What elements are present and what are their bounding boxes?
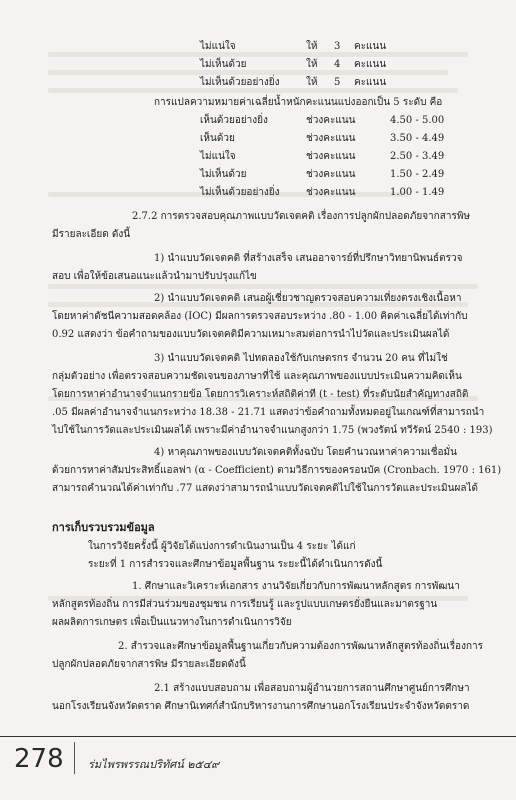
document-page: ไม่แน่ใจ ให้ 3 คะแนน ไม่เห็นด้วย ให้ 4 คะแนน ไม่เห็นด้วยอย่างยิ่ง ให้ 5 คะแนน การแปลความหมายค่าเฉลี่ยน้ำหนักคะแนนแบ่งออกเป็น 5 ระดับ คือ เห็นด้วยอย่างยิ่ง ช่วงคะแนน 4.50 - 5.00 เห็นด้วย ช่วงคะแนน 3.50 - 4.49 ไม่แน่ใจ ช่วงคะแนน 2.50 - 3.49 ไม่เห็นด้วย ช่วงคะแนน 1.50 - 2.49 ไม่เห็นด้วยอย่างยิ่ง ช่วงคะแนน 1.00 - 1.49 2.7.2 การตรวจสอบคุณภาพแบบวัดเจตคติ เรื่องการปลูกผักปลอดภัยจากสารพิษ มีรายละเอียด ดังนี้ 1) นำแบบวัดเจตคติ ที่สร้างเสร็จ เสนออาจารย์ที่ปรึกษาวิทยานิพนธ์ตรวจ สอบ เพื่อให้ข้อเสนอแนะแล้วนำมาปรับปรุงแก้ไข 2) นำแบบวัดเจตคติ เสนอผู้เชี่ยวชาญตรวจสอบความเที่ยงตรงเชิงเนื้อหา โดยหาค่าดัชนีความสอดคล้อง (IOC) มีผลการตรวจสอบระหว่าง .80 - 1.00 คิดค่าเฉลี่ยได้เท่ากับ 0.92 แสดงว่า ข้อคำถามของแบบวัดเจตคติมีความเหมาะสมต่อการนำไปวัดและประเมินผลได้ 3) นำแบบวัดเจตคติ ไปทดลองใช้กับเกษตรกร จำนวน 20 คน ที่ไม่ใช่ กลุ่มตัวอย่าง เพื่อตรวจสอบความชัดเจนของภาษาที่ใช้ และคุณภาพของแบบประเมินความคิดเห็น โดยการหาค่าอำนาจจำแนกรายข้อ โดยการวิเคราะห์สถิติค่าที (t - test) ที่ระดับนัยสำคัญทางสถิติ .05 มีผลค่าอำนาจจำแนกระหว่าง 18.38 - 21.71 แสดงว่าข้อคำถามทั้งหมดอยู่ในเกณฑ์ที่สามารถนำ ไปใช้ในการวัดและประเมินผลได้ เพราะมีค่าอำนาจจำแนกสูงกว่า 1.75 (พวงรัตน์ ทวีรัตน์ 2540 : 193) 4) หาคุณภาพของแบบวัดเจตคติทั้งฉบับ โดยคำนวณหาค่าความเชื่อมั่น ด้วยการหาค่าสัมประสิทธิ์แอลฟา (α - Coefficient) ตามวิธีการของครอนบัค (Cronbach. 1970 : 161) สามารถคำนวณได้ค่าเท่ากับ .77 แสดงว่าสามารถนำแบบวัดเจตคติไปใช้ในการวัดและประเมินผลได้ การเก็บรวบรวมข้อมูล ในการวิจัยครั้งนี้ ผู้วิจัยได้แบ่งการดำเนินงานเป็น 4 ระยะ ได้แก่ ระยะที่ 1 การสำรวจและศึกษาข้อมูลพื้นฐาน ระยะนี้ได้ดำเนินการดังนี้ 1. ศึกษาและวิเคราะห์เอกสาร งานวิจัยเกี่ยวกับการพัฒนาหลักสูตร การพัฒนา หลักสูตรท้องถิ่น การมีส่วนร่วมของชุมชน การเรียนรู้ และรูปแบบเกษตรยั่งยืนและมาตรฐาน ผลผลิตการเกษตร เพื่อเป็นแนวทางในการดำเนินการวิจัย 2. สำรวจและศึกษาข้อมูลพื้นฐานเกี่ยวกับความต้องการพัฒนาหลักสูตรท้องถิ่นเรื่องการ ปลูกผักปลอดภัยจากสารพิษ มีรายละเอียดดังนี้ 2.1 สร้างแบบสอบถาม เพื่อสอบถามผู้อำนวยการสถานศึกษาศูนย์การศึกษา นอกโรงเรียนจังหวัดตราด ศึกษานิเทศก์สำนักบริหารงานการศึกษานอกโรงเรียนประจำจังหวัดตราด 278 ร่มไพรพรรณปริทัศน์ ๒๕๔๙ <box>0 0 516 800</box>
section-heading: การเก็บรวบรวมข้อมูล <box>52 521 155 534</box>
paragraph-272-line: มีรายละเอียด ดังนี้ <box>52 229 131 240</box>
item-3-line: .05 มีผลค่าอำนาจจำแนกระหว่าง 18.38 - 21.71 แสดงว่าข้อคำถามทั้งหมดอยู่ในเกณฑ์ที่สามารถนำ <box>52 407 485 418</box>
paragraph-272-line: 2.7.2 การตรวจสอบคุณภาพแบบวัดเจตคติ เรื่องการปลูกผักปลอดภัยจากสารพิษ <box>132 211 471 222</box>
item-4-line: สามารถคำนวณได้ค่าเท่ากับ .77 แสดงว่าสามารถนำแบบวัดเจตคติไปใช้ในการวัดและประเมินผลได้ <box>52 483 478 494</box>
section-intro: ในการวิจัยครั้งนี้ ผู้วิจัยได้แบ่งการดำเนินงานเป็น 4 ระยะ ได้แก่ <box>88 541 356 552</box>
bleed-through-line <box>48 284 478 289</box>
item-4-line: 4) หาคุณภาพของแบบวัดเจตคติทั้งฉบับ โดยคำนวณหาค่าความเชื่อมั่น <box>154 447 457 458</box>
phase-1-item-2-line: ปลูกผักปลอดภัยจากสารพิษ มีรายละเอียดดังนี้ <box>52 659 246 670</box>
phase-1-item-2-line: 2. สำรวจและศึกษาข้อมูลพื้นฐานเกี่ยวกับความต้องการพัฒนาหลักสูตรท้องถิ่นเรื่องการ <box>118 641 483 652</box>
item-1-line: 1) นำแบบวัดเจตคติ ที่สร้างเสร็จ เสนออาจารย์ที่ปรึกษาวิทยานิพนธ์ตรวจ <box>154 253 463 264</box>
item-3-line: กลุ่มตัวอย่าง เพื่อตรวจสอบความชัดเจนของภาษาที่ใช้ และคุณภาพของแบบประเมินความคิดเห็น <box>52 371 462 382</box>
phase-1-item-21-line: 2.1 สร้างแบบสอบถาม เพื่อสอบถามผู้อำนวยการสถานศึกษาศูนย์การศึกษา <box>154 683 470 694</box>
item-3-line: โดยการหาค่าอำนาจจำแนกรายข้อ โดยการวิเคราะห์สถิติค่าที (t - test) ที่ระดับนัยสำคัญทางสถิติ <box>52 389 469 400</box>
phase-1-item-1-line: หลักสูตรท้องถิ่น การมีส่วนร่วมของชุมชน การเรียนรู้ และรูปแบบเกษตรยั่งยืนและมาตรฐาน <box>52 599 438 610</box>
item-4-line: ด้วยการหาค่าสัมประสิทธิ์แอลฟา (α - Coefficient) ตามวิธีการของครอนบัค (Cronbach. 1970 : 161) <box>52 465 502 476</box>
item-2-line: โดยหาค่าดัชนีความสอดคล้อง (IOC) มีผลการตรวจสอบระหว่าง .80 - 1.00 คิดค่าเฉลี่ยได้เท่ากับ <box>52 311 468 322</box>
interpretation-intro: การแปลความหมายค่าเฉลี่ยน้ำหนักคะแนนแบ่งออกเป็น 5 ระดับ คือ <box>154 97 443 108</box>
item-3-line: 3) นำแบบวัดเจตคติ ไปทดลองใช้กับเกษตรกร จำนวน 20 คน ที่ไม่ใช่ <box>154 353 448 364</box>
bleed-through-line <box>48 52 468 57</box>
item-1-line: สอบ เพื่อให้ข้อเสนอแนะแล้วนำมาปรับปรุงแก้ไข <box>52 271 257 282</box>
footer-separator <box>74 742 75 774</box>
item-2-line: 0.92 แสดงว่า ข้อคำถามของแบบวัดเจตคติมีความเหมาะสมต่อการนำไปวัดและประเมินผลได้ <box>52 329 450 340</box>
bleed-through-line <box>48 70 448 75</box>
item-3-line: ไปใช้ในการวัดและประเมินผลได้ เพราะมีค่าอำนาจจำแนกสูงกว่า 1.75 (พวงรัตน์ ทวีรัตน์ 2540 : 193) <box>52 425 493 436</box>
phase-1-title: ระยะที่ 1 การสำรวจและศึกษาข้อมูลพื้นฐาน ระยะนี้ได้ดำเนินการดังนี้ <box>88 559 383 570</box>
footer-divider <box>0 736 516 737</box>
phase-1-item-1-line: ผลผลิตการเกษตร เพื่อเป็นแนวทางในการดำเนินการวิจัย <box>52 617 292 628</box>
journal-title: ร่มไพรพรรณปริทัศน์ ๒๕๔๙ <box>88 758 220 771</box>
phase-1-item-1-line: 1. ศึกษาและวิเคราะห์เอกสาร งานวิจัยเกี่ยวกับการพัฒนาหลักสูตร การพัฒนา <box>132 581 460 592</box>
item-2-line: 2) นำแบบวัดเจตคติ เสนอผู้เชี่ยวชาญตรวจสอบความเที่ยงตรงเชิงเนื้อหา <box>154 293 462 304</box>
page-number: 278 <box>14 744 64 774</box>
phase-1-item-21-line: นอกโรงเรียนจังหวัดตราด ศึกษานิเทศก์สำนักบริหารงานการศึกษานอกโรงเรียนประจำจังหวัดตราด <box>52 701 470 712</box>
